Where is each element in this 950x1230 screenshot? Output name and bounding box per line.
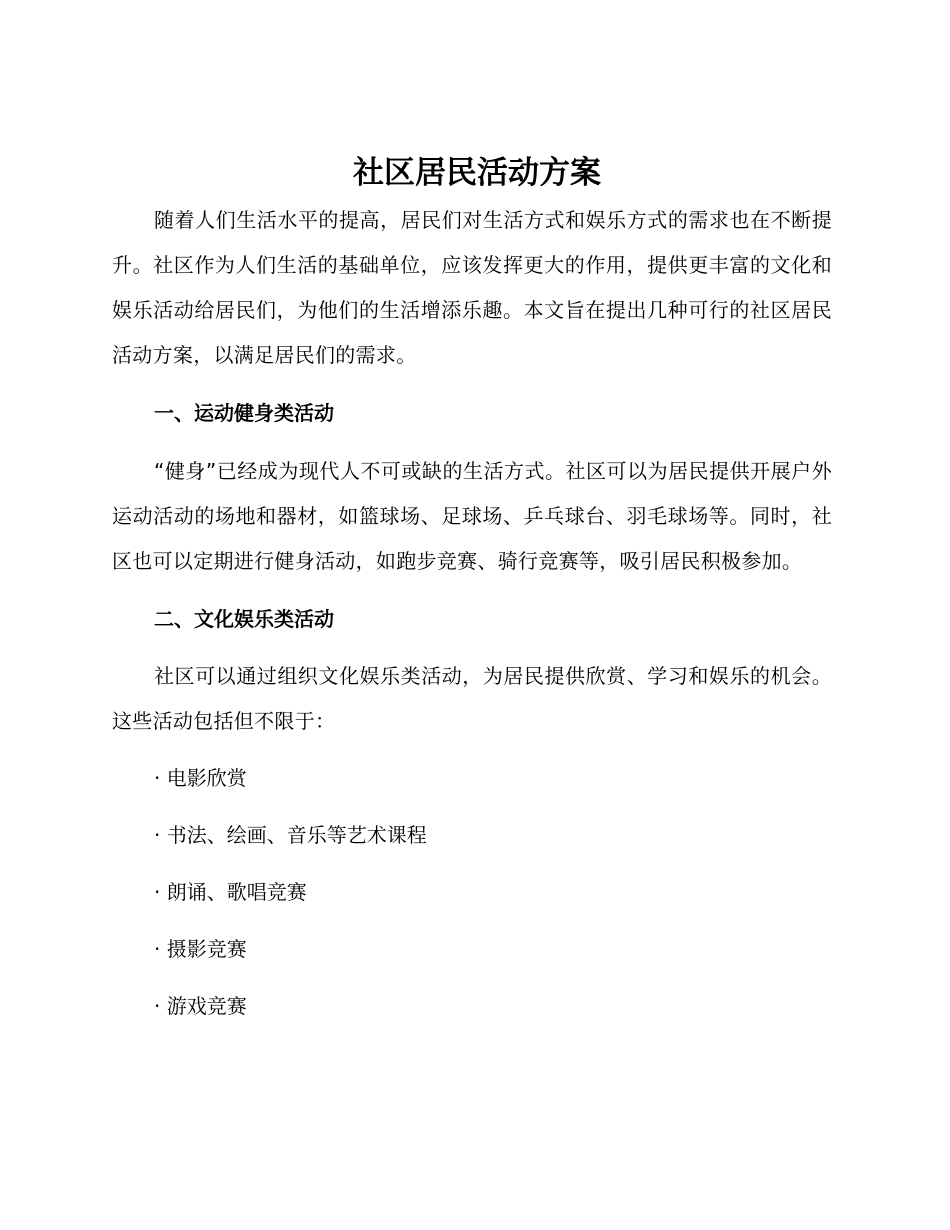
section-heading-sports: 一、运动健身类活动 bbox=[154, 401, 334, 425]
list-item: · 游戏竞赛 bbox=[154, 994, 247, 1018]
list-item: · 朗诵、歌唱竞赛 bbox=[154, 880, 307, 904]
document-page bbox=[112, 148, 832, 1029]
list-item: · 摄影竞赛 bbox=[154, 937, 247, 961]
section-paragraph-sports: “健身”已经成为现代人不可或缺的生活方式。社区可以为居民提供开展户外运动活动的场地和器材，如篮球场、足球场、乒乓球台、羽毛球场等。同时，社区也可以定期进行健身活动，如跑步竞赛、骑行竞赛等，吸引居民积极参加。 bbox=[112, 459, 832, 573]
section-heading-culture: 二、文化娱乐类活动 bbox=[154, 607, 334, 631]
list-item: · 电影欣赏 bbox=[154, 766, 247, 790]
section-paragraph-culture: 社区可以通过组织文化娱乐类活动，为居民提供欣赏、学习和娱乐的机会。这些活动包括但不限于： bbox=[112, 664, 832, 733]
list-item: · 书法、绘画、音乐等艺术课程 bbox=[154, 823, 427, 847]
intro-paragraph: 随着人们生活水平的提高，居民们对生活方式和娱乐方式的需求也在不断提升。社区作为人们生活的基础单位，应该发挥更大的作用，提供更丰富的文化和娱乐活动给居民们，为他们的生活增添乐趣。本文旨在提出几种可行的社区居民活动方案，以满足居民们的需求。 bbox=[112, 208, 832, 367]
activity-list bbox=[112, 756, 832, 1029]
document-title: 社区居民活动方案 bbox=[353, 155, 601, 191]
